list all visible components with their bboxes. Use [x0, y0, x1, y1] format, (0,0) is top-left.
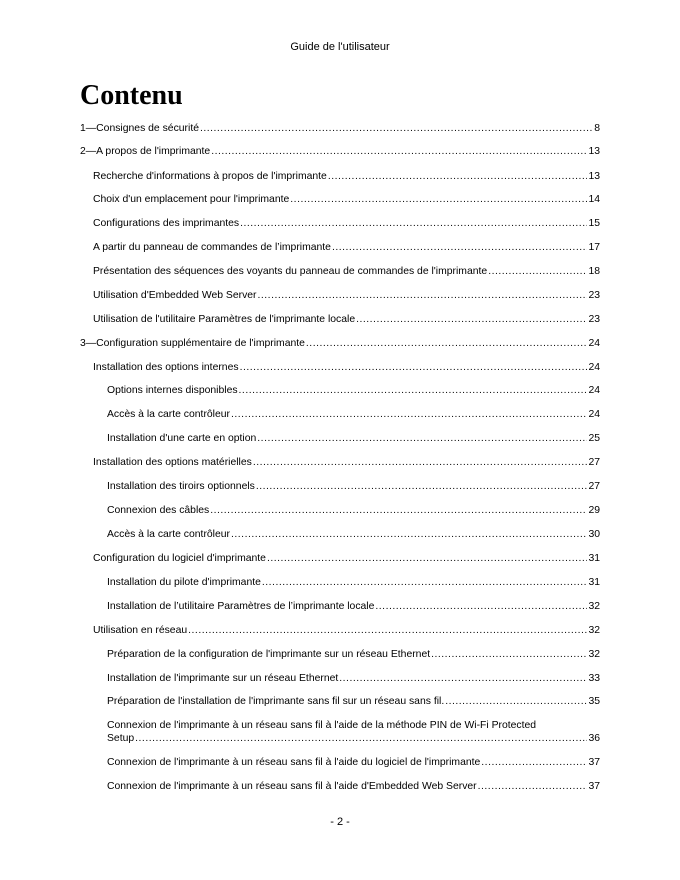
toc-entry-page: 15 — [588, 218, 600, 229]
toc-entry[interactable] — [93, 552, 600, 565]
toc-entry-text: Configurations des imprimantes — [93, 218, 240, 229]
toc-entry-page: 17 — [588, 242, 600, 253]
toc-entry[interactable] — [80, 337, 600, 350]
toc-entry-page: 18 — [588, 266, 600, 277]
toc-entry-text: Configuration du logiciel d'imprimante — [93, 553, 266, 564]
toc-entry-text: Présentation des séquences des voyants du panneau de commandes de l'imprimante — [93, 266, 488, 277]
toc-entry[interactable] — [107, 432, 600, 445]
toc-entry-page: 13 — [588, 146, 600, 157]
toc-entry[interactable] — [93, 361, 600, 374]
toc-entry-text: Connexion de l'imprimante à un réseau sans fil à l'aide du logiciel de l'imprimante — [107, 757, 481, 768]
toc-entry[interactable] — [107, 756, 600, 769]
toc-entry-page: 24 — [588, 385, 600, 396]
toc-entry[interactable] — [107, 719, 600, 745]
toc-entry-page: 37 — [588, 781, 600, 792]
toc-entry-page: 23 — [588, 290, 600, 301]
dot-leader — [488, 265, 587, 278]
toc-entry[interactable] — [80, 145, 600, 158]
toc-entry[interactable] — [107, 504, 600, 517]
dot-leader — [240, 217, 587, 230]
toc-entry-text: Installation de l'imprimante sur un réseau Ethernet — [107, 673, 339, 684]
dot-leader — [231, 528, 587, 541]
dot-leader — [445, 695, 587, 708]
toc-entry[interactable] — [93, 217, 600, 230]
toc-entry[interactable] — [107, 528, 600, 541]
toc-entry-page: 27 — [588, 481, 600, 492]
dot-leader — [256, 480, 588, 493]
toc-entry-page: 24 — [588, 409, 600, 420]
toc-entry-text: Installation d'une carte en option — [107, 433, 257, 444]
dot-leader — [375, 600, 587, 613]
toc-entry-page: 33 — [588, 673, 600, 684]
toc-entry[interactable] — [107, 576, 600, 589]
dot-leader — [257, 432, 587, 445]
toc-entry[interactable] — [93, 456, 600, 469]
toc-entry-text: Recherche d'informations à propos de l'imprimante — [93, 171, 327, 182]
dot-leader — [267, 552, 587, 565]
toc-entry-text: Utilisation de l'utilitaire Paramètres de l'imprimante locale — [93, 314, 356, 325]
toc-entry-page: 24 — [588, 338, 600, 349]
page-title: Contenu — [80, 80, 183, 111]
dot-leader — [431, 648, 587, 661]
toc-entry-text: Installation de l’utilitaire Paramètres de l’imprimante locale — [107, 601, 375, 612]
page-number: - 2 - — [330, 816, 350, 828]
toc-entry[interactable] — [107, 600, 600, 613]
toc-entry-page: 36 — [588, 733, 600, 744]
toc-entry-text: Accès à la carte contrôleur — [107, 529, 231, 540]
toc-entry-page: 32 — [588, 625, 600, 636]
toc-entry[interactable] — [93, 265, 600, 278]
toc-entry-page: 14 — [588, 194, 600, 205]
toc-entry-text: 3—Configuration supplémentaire de l'imprimante — [80, 338, 305, 349]
toc-entry[interactable] — [80, 122, 600, 135]
toc-entry-text: Connexion de l'imprimante à un réseau sans fil à l'aide de la méthode PIN de Wi-Fi Protected — [107, 720, 537, 731]
toc-entry-text: 2—A propos de l'imprimante — [80, 146, 211, 157]
toc-entry-page: 27 — [588, 457, 600, 468]
dot-leader — [200, 122, 593, 135]
toc-entry-text: 1—Consignes de sécurité — [80, 123, 199, 134]
toc-entry-text: Accès à la carte contrôleur — [107, 409, 231, 420]
toc-entry-text: A partir du panneau de commandes de l’imprimante — [93, 242, 331, 253]
toc-entry-text: Installation des options matérielles — [93, 457, 252, 468]
toc-entry-page: 32 — [588, 601, 600, 612]
dot-leader — [253, 456, 588, 469]
toc-entry[interactable] — [107, 672, 600, 685]
toc-entry-text: Installation du pilote d'imprimante — [107, 577, 261, 588]
toc-entry-page: 24 — [588, 362, 600, 373]
dot-leader — [481, 756, 587, 769]
toc-entry-page: 13 — [588, 171, 600, 182]
toc-entry[interactable] — [93, 193, 600, 206]
toc-entry-text: Connexion de l'imprimante à un réseau sans fil à l'aide d'Embedded Web Server — [107, 781, 477, 792]
toc-entry-text: Installation des tiroirs optionnels — [107, 481, 255, 492]
toc-entry-page: 25 — [588, 433, 600, 444]
toc-entry[interactable] — [93, 624, 600, 637]
toc-entry-page: 8 — [594, 123, 600, 134]
toc-entry[interactable] — [107, 780, 600, 793]
toc-entry-text-continued: Setup — [107, 733, 135, 744]
toc-entry[interactable] — [93, 313, 600, 326]
dot-leader — [240, 361, 588, 374]
dot-leader — [262, 576, 588, 589]
toc-entry-text: Préparation de l'installation de l'imprimante sans fil sur un réseau sans fil. — [107, 696, 445, 707]
toc-entry-page: 30 — [588, 529, 600, 540]
toc-entry-text: Choix d'un emplacement pour l'imprimante — [93, 194, 290, 205]
dot-leader — [210, 504, 587, 517]
toc-entry[interactable] — [93, 241, 600, 254]
dot-leader — [478, 780, 588, 793]
toc-entry-page: 29 — [588, 505, 600, 516]
dot-leader — [239, 384, 588, 397]
toc-entry[interactable] — [93, 289, 600, 302]
toc-entry-text: Options internes disponibles — [107, 385, 238, 396]
dot-leader — [328, 170, 588, 183]
toc-entry-page: 31 — [588, 553, 600, 564]
page-header: Guide de l'utilisateur — [290, 41, 390, 53]
dot-leader — [231, 408, 587, 421]
toc-entry[interactable] — [107, 695, 600, 708]
toc-entry-text: Préparation de la configuration de l'imprimante sur un réseau Ethernet — [107, 649, 431, 660]
toc-entry[interactable] — [107, 384, 600, 397]
toc-entry-page: 31 — [588, 577, 600, 588]
toc-entry-text: Utilisation d'Embedded Web Server — [93, 290, 257, 301]
dot-leader — [211, 145, 587, 158]
dot-leader — [188, 624, 587, 637]
toc-entry-text: Installation des options internes — [93, 362, 239, 373]
toc-entry-page: 23 — [588, 314, 600, 325]
toc-entry[interactable] — [107, 480, 600, 493]
dot-leader — [290, 193, 587, 206]
dot-leader — [356, 313, 587, 326]
toc-entry-page: 32 — [588, 649, 600, 660]
toc-entry[interactable] — [107, 408, 600, 421]
toc-entry-page: 35 — [588, 696, 600, 707]
dot-leader — [332, 241, 587, 254]
dot-leader — [306, 337, 588, 350]
toc-entry[interactable] — [93, 170, 600, 183]
dot-leader — [135, 732, 587, 745]
dot-leader — [258, 289, 588, 302]
toc-entry-page: 37 — [588, 757, 600, 768]
toc-entry-text: Connexion des câbles — [107, 505, 210, 516]
dot-leader — [339, 672, 587, 685]
toc-entry-text: Utilisation en réseau — [93, 625, 188, 636]
toc-entry[interactable] — [107, 648, 600, 661]
